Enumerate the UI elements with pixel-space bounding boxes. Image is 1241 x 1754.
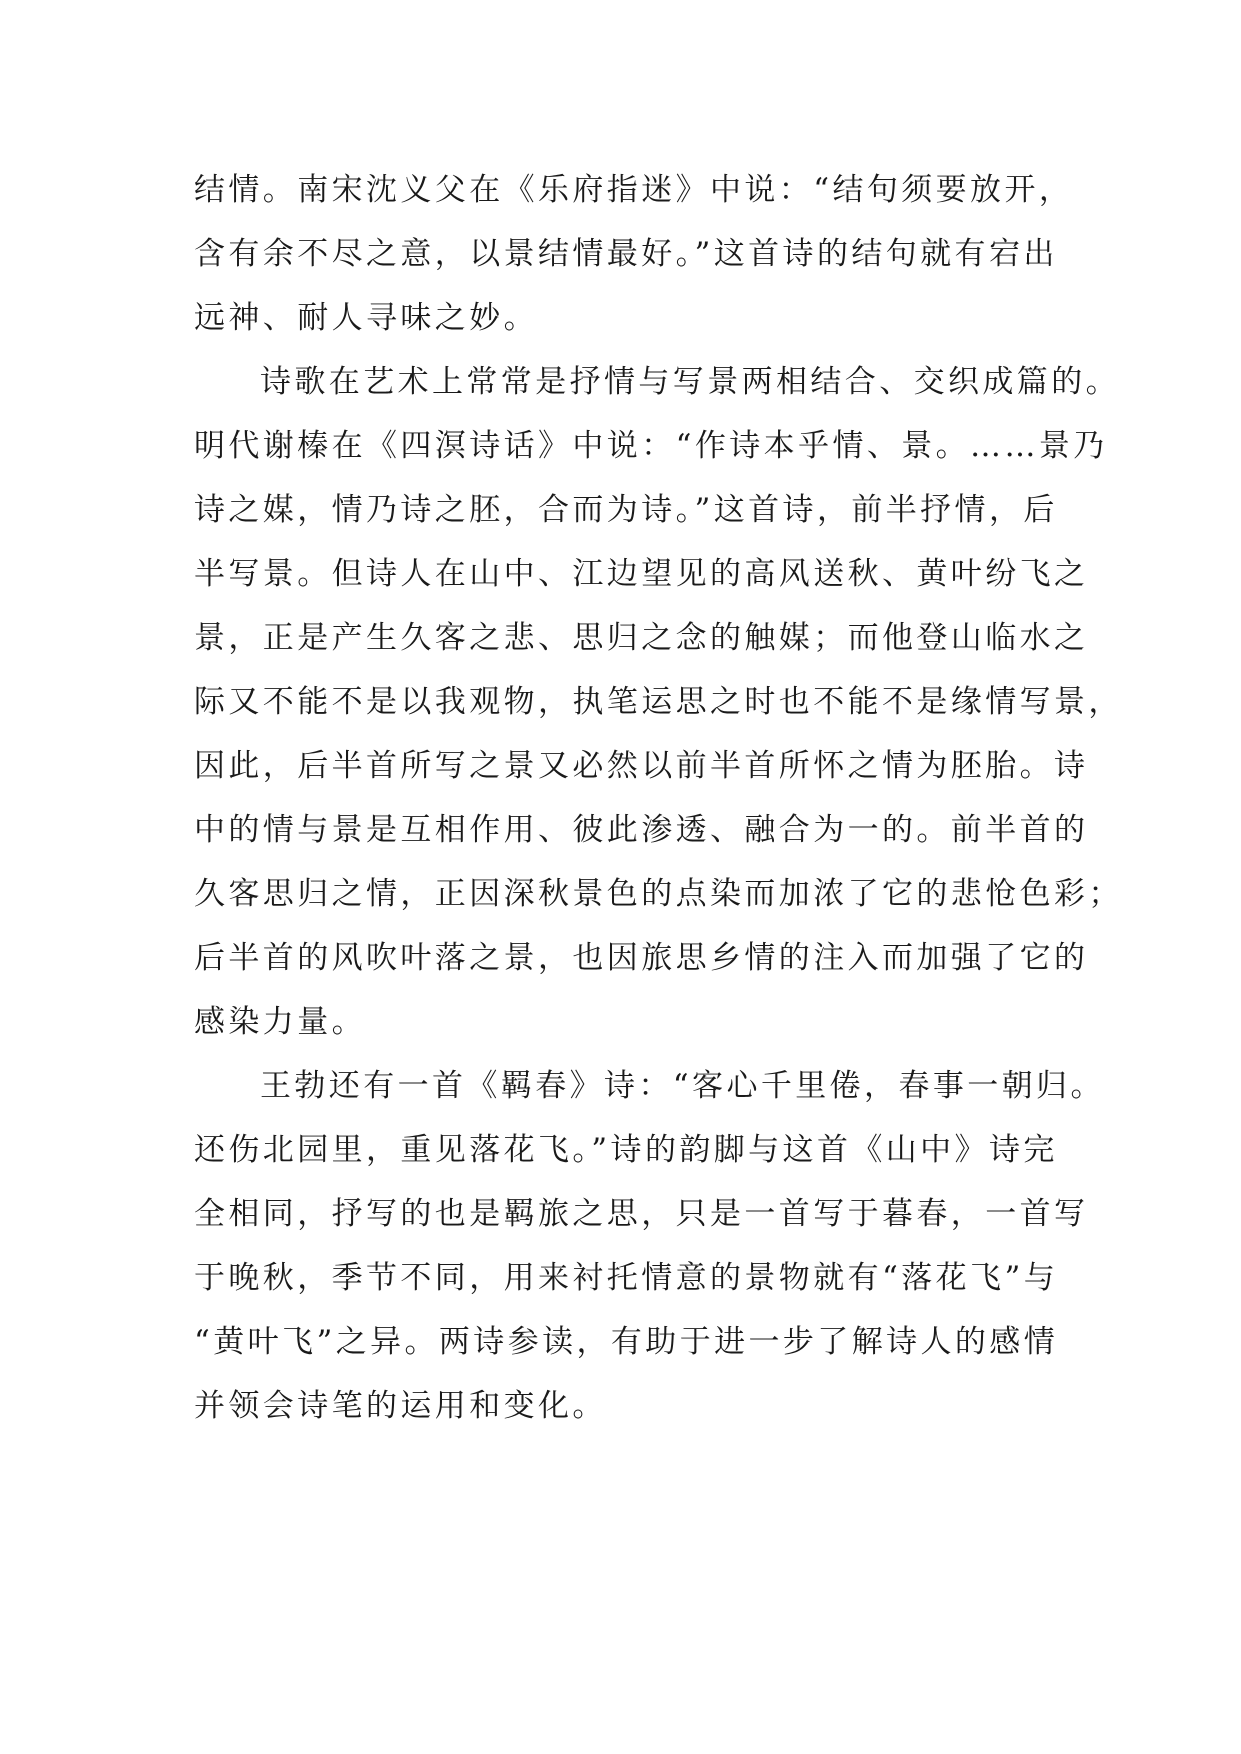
paragraph-2 (194, 350, 1123, 1054)
text-line: 景，正是产生久客之悲、思归之念的触媒；而他登山临水之 (194, 620, 1089, 656)
text-line: 半写景。但诗人在山中、江边望见的高风送秋、黄叶纷飞之 (194, 556, 1089, 592)
text-line: 远神、耐人寻味之妙。 (194, 300, 538, 336)
text-line: 全相同，抒写的也是羁旅之思，只是一首写于暮春，一首写 (194, 1196, 1089, 1232)
text-line: 感染力量。 (194, 1004, 366, 1040)
paragraph-3 (194, 1054, 1105, 1438)
text-line: 含有余不尽之意，以景结情最好。”这首诗的结句就有宕出 (194, 236, 1058, 272)
text-line: 诗歌在艺术上常常是抒情与写景两相结合、交织成篇的。 (260, 364, 1120, 400)
body-text (194, 158, 1123, 1438)
text-line: 中的情与景是互相作用、彼此渗透、融合为一的。前半首的 (194, 812, 1089, 848)
text-line: “黄叶飞”之异。两诗参读，有助于进一步了解诗人的感情 (194, 1324, 1059, 1360)
text-line: 并领会诗笔的运用和变化。 (194, 1388, 607, 1424)
text-line: 于晚秋，季节不同，用来衬托情意的景物就有“落花飞”与 (194, 1260, 1059, 1296)
paragraph-1 (194, 158, 1084, 350)
text-line: 久客思归之情，正因深秋景色的点染而加浓了它的悲怆色彩； (194, 876, 1123, 912)
text-line: 王勃还有一首《羁春》诗：“客心千里倦，春事一朝归。 (260, 1068, 1105, 1104)
text-line: 际又不能不是以我观物，执笔运思之时也不能不是缘情写景， (194, 684, 1123, 720)
text-line: 后半首的风吹叶落之景，也因旅思乡情的注入而加强了它的 (194, 940, 1089, 976)
text-line: 明代谢榛在《四溟诗话》中说：“作诗本乎情、景。……景乃 (194, 428, 1108, 464)
text-line: 还伤北园里，重见落花飞。”诗的韵脚与这首《山中》诗完 (194, 1132, 1058, 1168)
text-line: 因此，后半首所写之景又必然以前半首所怀之情为胚胎。诗 (194, 748, 1089, 784)
text-line: 诗之媒，情乃诗之胚，合而为诗。”这首诗，前半抒情，后 (194, 492, 1058, 528)
text-line: 结情。南宋沈义父在《乐府指迷》中说：“结句须要放开， (194, 172, 1074, 208)
